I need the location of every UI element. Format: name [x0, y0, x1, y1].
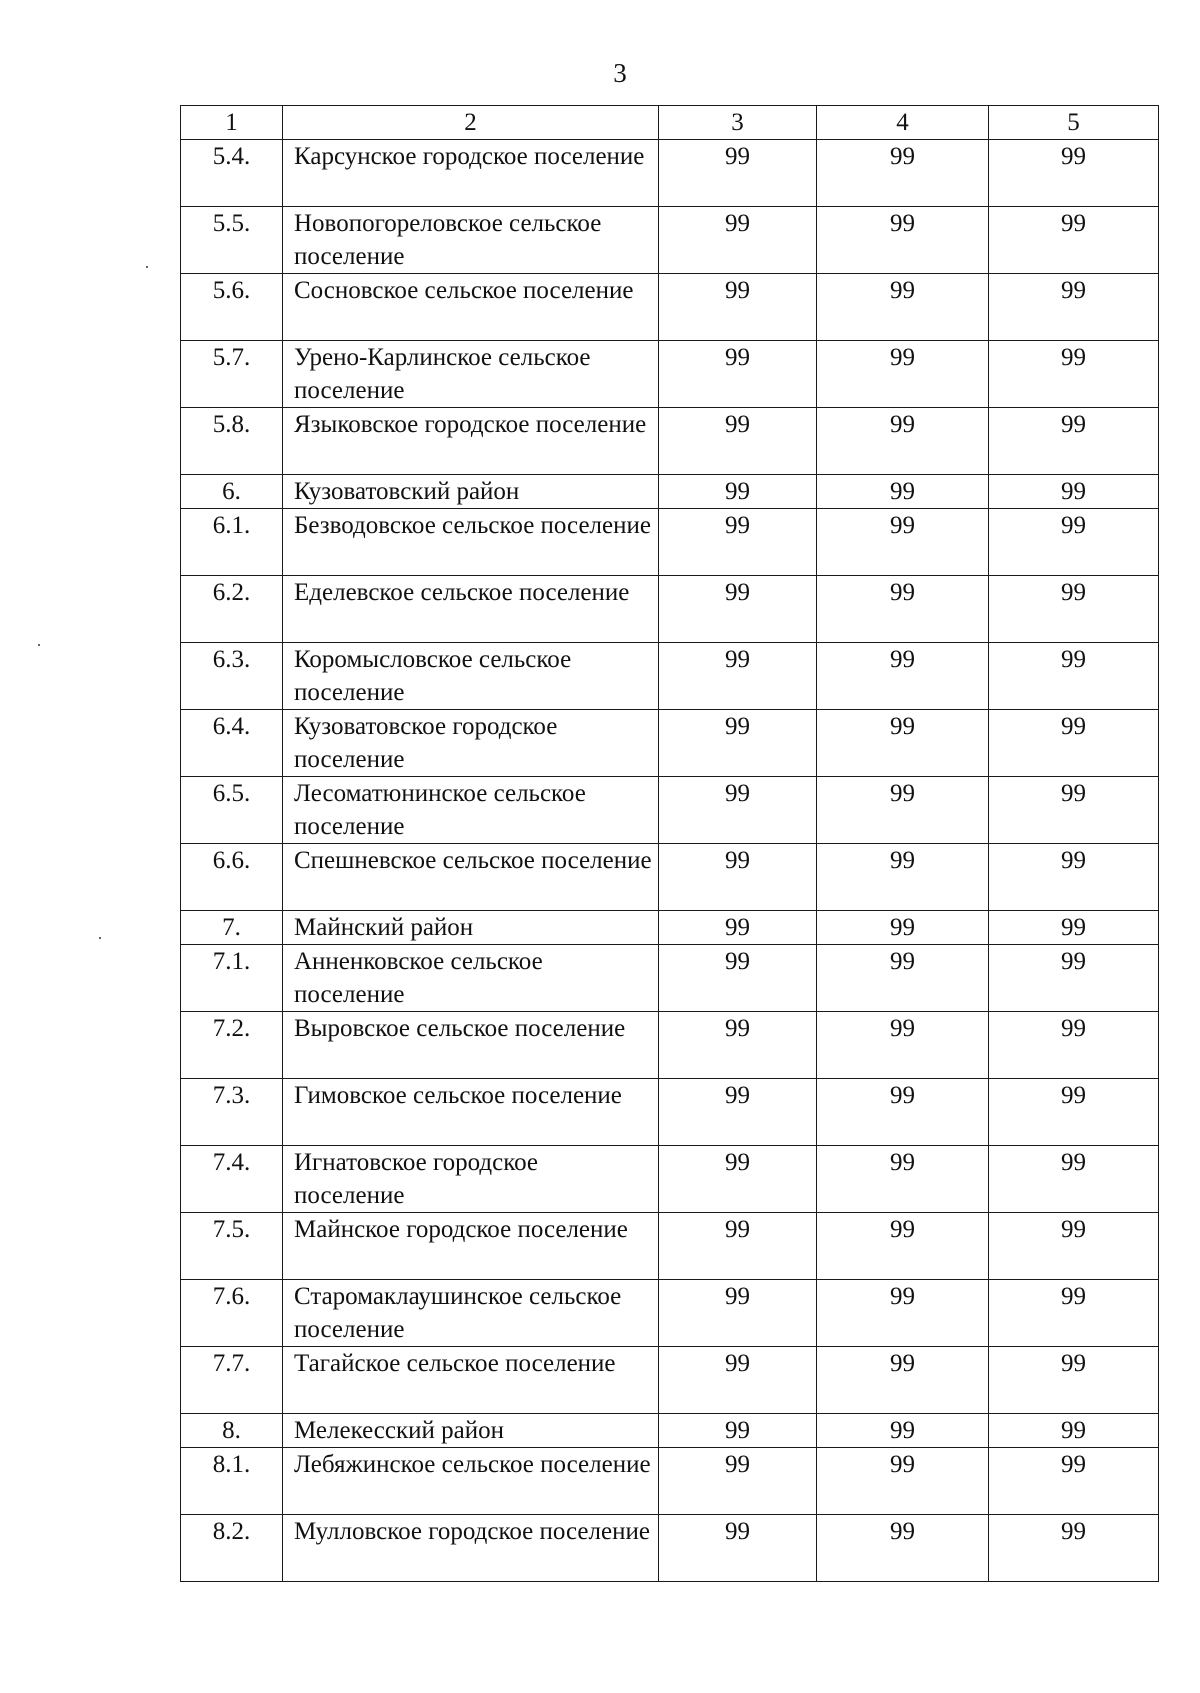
row-number-cell: 6.2.	[181, 576, 283, 643]
table-row	[181, 777, 1159, 844]
row-value-col5: 99	[989, 207, 1159, 274]
row-value-col4: 99	[817, 1347, 989, 1414]
row-value-col4: 99	[817, 1515, 989, 1582]
row-value-col5: 99	[989, 1012, 1159, 1079]
scan-speck	[38, 644, 40, 646]
row-value-col4: 99	[817, 844, 989, 911]
table-row	[181, 341, 1159, 408]
scan-speck	[146, 266, 148, 268]
row-value-col5: 99	[989, 1079, 1159, 1146]
row-value-col5: 99	[989, 945, 1159, 1012]
table-row	[181, 475, 1159, 509]
row-value-col5: 99	[989, 1414, 1159, 1448]
row-value-col5: 99	[989, 341, 1159, 408]
row-name-cell: Старомаклаушинское сельское поселение	[283, 1280, 659, 1347]
row-number-cell: 7.2.	[181, 1012, 283, 1079]
row-value-col4: 99	[817, 643, 989, 710]
row-name-cell: Безводовское сельское поселение	[283, 509, 659, 576]
row-name-cell: Сосновское сельское поселение	[283, 274, 659, 341]
row-name-cell: Тагайское сельское поселение	[283, 1347, 659, 1414]
row-value-col3: 99	[659, 408, 817, 475]
table-row	[181, 1347, 1159, 1414]
row-value-col3: 99	[659, 1146, 817, 1213]
row-number-cell: 7.	[181, 911, 283, 945]
row-number-cell: 6.3.	[181, 643, 283, 710]
row-value-col3: 99	[659, 1515, 817, 1582]
row-value-col3: 99	[659, 945, 817, 1012]
row-value-col5: 99	[989, 1146, 1159, 1213]
row-value-col5: 99	[989, 777, 1159, 844]
row-name-cell: Кузоватовский район	[283, 475, 659, 509]
row-value-col4: 99	[817, 1079, 989, 1146]
table-row	[181, 509, 1159, 576]
table-row	[181, 643, 1159, 710]
row-number-cell: 5.8.	[181, 408, 283, 475]
table-row	[181, 1079, 1159, 1146]
page-number: 3	[613, 58, 627, 88]
row-value-col4: 99	[817, 945, 989, 1012]
table-row	[181, 274, 1159, 341]
column-header-4: 4	[817, 106, 989, 140]
table-row	[181, 1012, 1159, 1079]
row-value-col4: 99	[817, 1414, 989, 1448]
row-number-cell: 8.	[181, 1414, 283, 1448]
row-name-cell: Еделевское сельское поселение	[283, 576, 659, 643]
row-name-cell: Коромысловское сельское поселение	[283, 643, 659, 710]
row-value-col3: 99	[659, 1414, 817, 1448]
table-row	[181, 140, 1159, 207]
row-value-col3: 99	[659, 777, 817, 844]
row-name-cell: Языковское городское поселение	[283, 408, 659, 475]
row-value-col4: 99	[817, 1280, 989, 1347]
row-number-cell: 7.6.	[181, 1280, 283, 1347]
row-value-col3: 99	[659, 1079, 817, 1146]
row-value-col3: 99	[659, 207, 817, 274]
row-name-cell: Мулловское городское поселение	[283, 1515, 659, 1582]
row-value-col4: 99	[817, 1146, 989, 1213]
row-name-cell: Лебяжинское сельское поселение	[283, 1448, 659, 1515]
row-name-cell: Майнский район	[283, 911, 659, 945]
row-value-col4: 99	[817, 1448, 989, 1515]
row-name-cell: Гимовское сельское поселение	[283, 1079, 659, 1146]
row-value-col4: 99	[817, 408, 989, 475]
row-name-cell: Майнское городское поселение	[283, 1213, 659, 1280]
row-number-cell: 5.5.	[181, 207, 283, 274]
column-header-5: 5	[989, 106, 1159, 140]
row-number-cell: 7.5.	[181, 1213, 283, 1280]
row-name-cell: Карсунское городское поселение	[283, 140, 659, 207]
row-value-col5: 99	[989, 1280, 1159, 1347]
table-row	[181, 207, 1159, 274]
row-value-col5: 99	[989, 140, 1159, 207]
row-name-cell: Игнатовское городское поселение	[283, 1146, 659, 1213]
row-number-cell: 5.6.	[181, 274, 283, 341]
row-value-col3: 99	[659, 576, 817, 643]
table-row	[181, 1515, 1159, 1582]
row-number-cell: 6.6.	[181, 844, 283, 911]
row-value-col3: 99	[659, 1213, 817, 1280]
row-value-col5: 99	[989, 1213, 1159, 1280]
row-value-col5: 99	[989, 911, 1159, 945]
row-value-col3: 99	[659, 1347, 817, 1414]
row-value-col5: 99	[989, 1448, 1159, 1515]
scan-speck	[99, 937, 101, 939]
row-value-col5: 99	[989, 576, 1159, 643]
table-row	[181, 1213, 1159, 1280]
table-row	[181, 1146, 1159, 1213]
row-value-col5: 99	[989, 1347, 1159, 1414]
row-name-cell: Выровское сельское поселение	[283, 1012, 659, 1079]
row-number-cell: 5.4.	[181, 140, 283, 207]
table-row	[181, 1448, 1159, 1515]
row-name-cell: Спешневское сельское поселение	[283, 844, 659, 911]
row-value-col4: 99	[817, 509, 989, 576]
table-row	[181, 1414, 1159, 1448]
row-name-cell: Анненковское сельское поселение	[283, 945, 659, 1012]
row-value-col5: 99	[989, 1515, 1159, 1582]
row-value-col4: 99	[817, 710, 989, 777]
row-value-col5: 99	[989, 710, 1159, 777]
row-value-col3: 99	[659, 475, 817, 509]
row-value-col4: 99	[817, 207, 989, 274]
table-row	[181, 844, 1159, 911]
row-value-col3: 99	[659, 1012, 817, 1079]
row-name-cell: Новопогореловское сельское поселение	[283, 207, 659, 274]
row-name-cell: Урено-Карлинское сельское поселение	[283, 341, 659, 408]
row-name-cell: Мелекесский район	[283, 1414, 659, 1448]
row-value-col5: 99	[989, 643, 1159, 710]
table-row	[181, 911, 1159, 945]
row-value-col4: 99	[817, 341, 989, 408]
row-name-cell: Кузоватовское городское поселение	[283, 710, 659, 777]
row-value-col5: 99	[989, 274, 1159, 341]
row-number-cell: 7.4.	[181, 1146, 283, 1213]
row-value-col4: 99	[817, 576, 989, 643]
row-number-cell: 6.5.	[181, 777, 283, 844]
row-value-col3: 99	[659, 710, 817, 777]
row-value-col4: 99	[817, 475, 989, 509]
table-header-row	[181, 106, 1159, 140]
row-number-cell: 6.1.	[181, 509, 283, 576]
row-value-col3: 99	[659, 140, 817, 207]
table-row	[181, 710, 1159, 777]
row-number-cell: 7.3.	[181, 1079, 283, 1146]
row-name-cell: Лесоматюнинское сельское поселение	[283, 777, 659, 844]
row-value-col3: 99	[659, 844, 817, 911]
table-row	[181, 1280, 1159, 1347]
row-value-col3: 99	[659, 911, 817, 945]
row-value-col4: 99	[817, 911, 989, 945]
row-value-col3: 99	[659, 643, 817, 710]
table-row	[181, 408, 1159, 475]
row-value-col5: 99	[989, 509, 1159, 576]
row-value-col4: 99	[817, 1213, 989, 1280]
table-body	[181, 140, 1159, 1582]
row-number-cell: 6.4.	[181, 710, 283, 777]
row-value-col3: 99	[659, 341, 817, 408]
row-value-col4: 99	[817, 274, 989, 341]
row-value-col5: 99	[989, 475, 1159, 509]
row-value-col4: 99	[817, 777, 989, 844]
table-row	[181, 945, 1159, 1012]
row-number-cell: 6.	[181, 475, 283, 509]
row-number-cell: 8.1.	[181, 1448, 283, 1515]
column-header-3: 3	[659, 106, 817, 140]
column-header-1: 1	[181, 106, 283, 140]
data-table	[180, 105, 1159, 1582]
row-value-col3: 99	[659, 1448, 817, 1515]
row-number-cell: 8.2.	[181, 1515, 283, 1582]
row-value-col4: 99	[817, 140, 989, 207]
table-row	[181, 576, 1159, 643]
row-value-col3: 99	[659, 509, 817, 576]
row-value-col4: 99	[817, 1012, 989, 1079]
row-value-col5: 99	[989, 844, 1159, 911]
row-number-cell: 5.7.	[181, 341, 283, 408]
row-number-cell: 7.7.	[181, 1347, 283, 1414]
row-value-col5: 99	[989, 408, 1159, 475]
row-value-col3: 99	[659, 1280, 817, 1347]
row-number-cell: 7.1.	[181, 945, 283, 1012]
column-header-2: 2	[283, 106, 659, 140]
row-value-col3: 99	[659, 274, 817, 341]
